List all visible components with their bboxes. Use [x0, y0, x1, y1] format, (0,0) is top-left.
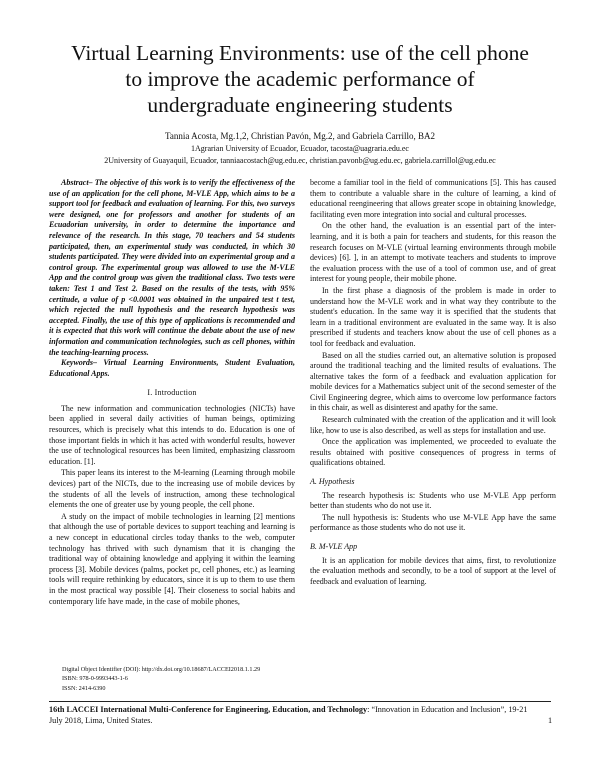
intro-paragraph-2: This paper leans its interest to the M-learning (Learning through mobile devices) part of the NICTs, due to the increasing use of mobile devices by the students of all the levels of instruction, among these technological elements the one of greater use by young people, the cell phone. [49, 468, 295, 510]
paper-title [20, 40, 580, 118]
hypothesis-paragraph-2: The null hypothesis is: Students who use M-VLE App have the same performance as those students who do not use it. [310, 512, 556, 533]
intro-paragraph-8: Once the application was implemented, we proceeded to evaluate the results obtained with positive consequences of progress in terms of qualifications obtained. [310, 437, 556, 468]
abstract-lead: Abstract– [61, 178, 93, 187]
intro-paragraph-3-cont: become a familiar tool in the field of communications [5]. This has caused them to contribute a valuable share in the culture of learning, a kind of educational reengineering that allows greater scope in obtaining knowledge, facilitating even more integration into social and cultural processes. [310, 178, 556, 219]
footer-identifiers [62, 665, 260, 693]
keywords-lead: Keywords– [61, 358, 97, 368]
intro-paragraph-4: On the other hand, the evaluation is an essential part of the inter-learning, and it is both a pain for teachers and students, for this reason the research focuses on M-VLE (virtual learning environments through mobile devices) [6]. ], in an attempt to motivate teachers and students to improve the evaluation process with the use of a tool of common use, and of great interest for young people, their mobile phone. [310, 221, 556, 284]
footer-divider [49, 701, 551, 702]
section-heading-introduction: I. Introduction [147, 388, 197, 398]
page-number: 1 [548, 716, 553, 725]
left-column [49, 178, 295, 607]
isbn-line: ISBN: 978-0-9993443-1-6 [62, 675, 128, 683]
author-list: Tannia Acosta, Mg.1,2, Christian Pavón, Mg.2, and Gabriela Carrillo, BA2 [164, 131, 436, 141]
conference-info [49, 705, 529, 726]
subsection-heading-mvle-app: B. M-VLE App [310, 542, 358, 551]
hypothesis-paragraph-1: The research hypothesis is: Students who use M-VLE App perform better than students who do not use it. [310, 490, 556, 511]
mvle-app-paragraph-1: It is an application for mobile devices that aims, first, to revolutionize the evaluation methods and secondly, to be a tool of support at the level of feedback and evaluation of learning. [310, 555, 556, 586]
affiliation-2: 2University of Guayaquil, Ecuador, tanniaacostach@ug.edu.ec, christian.pavonb@ug.edu.ec, gabriela.carrillol@ug.edu.ec [104, 156, 496, 165]
keywords-text: Virtual Learning Environments, Student Evaluation, Educational Apps. [49, 358, 295, 378]
doi-line: Digital Object Identifier (DOI): http://dx.doi.org/10.18687/LACCEI2018.1.1.29 [62, 666, 261, 673]
title-line-2: to improve the academic performance of [125, 67, 475, 91]
issn-line: ISSN: 2414-6390 [62, 684, 106, 692]
abstract-text: The objective of this work is to verify the effectiveness of the use of an application for the cell phone, M-VLE App, which aims to be a support tool for feedback and evaluation of learning. For this, two surveys were designed, one for professors and another for students of an Ecuadorian university, in order to determine the importance and relevance of the research. In this stage, 70 teachers and 54 students participated, then, an experimental study was conducted, in which 30 students participated. They were divided into an experimental group and a control group. The experimental group was allowed to use the M-VLE App and the control group was given the traditional class. Two tests were taken: Test 1 and Test 2. Based on the results of the tests, with 95% certitude, a value of p <0.0001 was obtained in the unpaired test t test, which rejected the null hypothesis and the research hypothesis was accepted. Finally, the use of this type of applications is recommended and it is expected that this work will continue the debate about the use of new information and communication technologies, such as cell phones, within the teaching-learning process. [49, 178, 295, 357]
title-line-3: undergraduate engineering students [147, 93, 453, 117]
intro-paragraph-1: The new information and communication technologies (NICTs) have been applied in several daily activities of human beings, optimizing resources, which is precisely what this intends to do. Education is one of those important fields in which it has acted with wonderful results, however the use of technological resources has been limited, emphasizing classroom education. [1]. [49, 403, 295, 466]
title-line-1: Virtual Learning Environments: use of the cell phone [71, 41, 529, 65]
conference-name: 16th LACCEI International Multi-Conference for Engineering, Education, and Technology [49, 705, 368, 714]
intro-paragraph-7: Research culminated with the creation of the application and it will look like, how to use is also described, as well as steps for installation and use. [310, 415, 556, 435]
conference-details: : “Innovation in Education and Inclusion”, 19-21 July 2018, Lima, United States. [49, 705, 528, 725]
intro-paragraph-6: Based on all the studies carried out, an alternative solution is proposed around the traditional teaching and the limited results of evaluations. The alternative takes the form of a feedback and evaluation application for mobile devices for a Mathematics subject unit of the second semester of the Civil Engineering degree, which aims to overcome low performance factors in this chair, as well as disinterest and apathy for the same. [310, 350, 556, 413]
affiliation-1: 1Agrarian University of Ecuador, Ecuador, tacosta@uagraria.edu.ec [191, 144, 409, 153]
subsection-heading-hypothesis: A. Hypothesis [310, 477, 355, 487]
intro-paragraph-5: In the first phase a diagnosis of the problem is made in order to understand how the M-VLE work and in what way they contribute to the student's education. In the same way it is specified that the students that learn in a traditional environment are evaluated in the same way. It is also prescribed if students and teachers know about the use of cell phones as a tool for feedback and evaluation. [310, 285, 556, 348]
intro-paragraph-3: A study on the impact of mobile technologies in learning [2] mentions that although the use of portable devices to support teaching and learning is a new concept in educational circles today thanks to the web, computer technology has thrived with such dynamism that it is changing the traditional way of obtaining knowledge and applying it within the learning process [3]. Mobile devices (palms, pocket pc, cell phones, etc.) as learning tools will require rethinking by educators, since it is up to them to use them in the most practical way possible [4]. Their closeness to social habits and contemporary life have made, in the case of mobile phones, [49, 511, 295, 606]
abstract [49, 178, 295, 358]
keywords [49, 358, 295, 379]
right-column [310, 178, 556, 587]
